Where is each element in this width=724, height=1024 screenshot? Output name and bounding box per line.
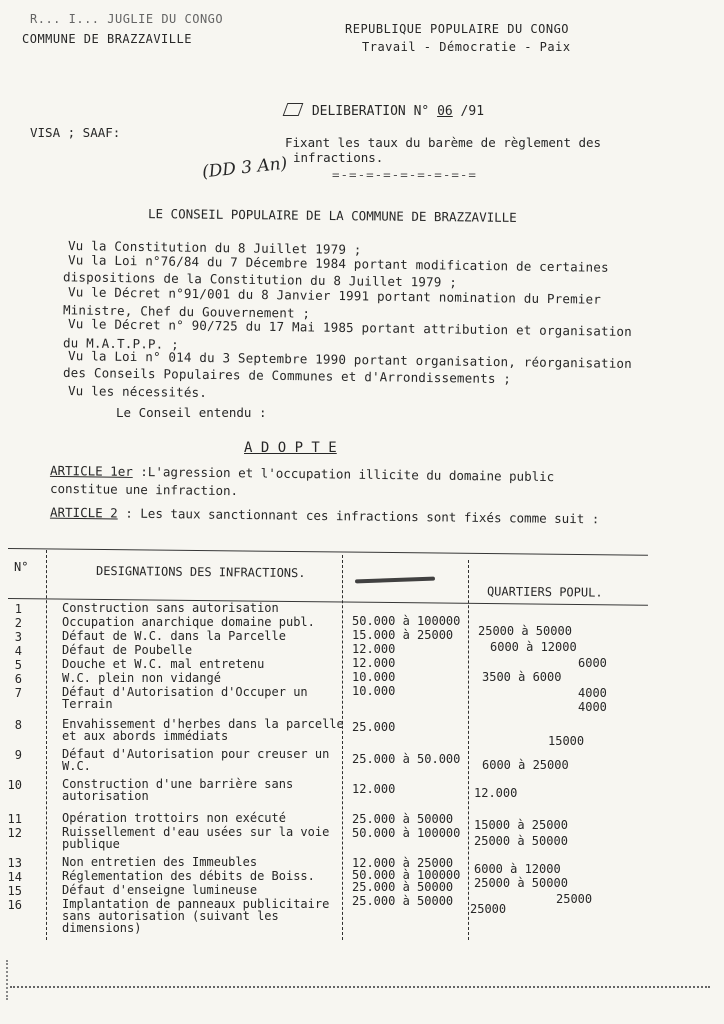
row-rate-quartiers: 4000	[578, 700, 607, 714]
row-number: 7	[14, 686, 22, 700]
visa-line-5: Ministre, Chef du Gouvernement ;	[62, 302, 311, 321]
row-designation: Construction d'une barrière sans autorisation	[62, 777, 294, 803]
visa-line-7: du M.A.T.P.P. ;	[62, 335, 179, 352]
adopte-heading: A D O P T E	[244, 440, 337, 456]
row-designation: Défaut de Poubelle	[62, 643, 193, 657]
row-rate-quartiers: 6000 à 12000	[490, 640, 577, 654]
handwritten-note: (DD 3 An)	[201, 153, 289, 183]
conseil-entendu: Le Conseil entendu :	[116, 405, 267, 420]
row-rate-col2: 25.000 à 50.000	[352, 752, 461, 766]
row-rate-quartiers: 6000 à 12000	[474, 862, 561, 876]
row-designation: Défaut d'enseigne lumineuse	[62, 883, 258, 897]
checkbox-marks-icon	[283, 103, 304, 116]
table-top-rule	[8, 548, 648, 556]
row-designation: Opération trottoirs non exécuté	[62, 811, 286, 825]
header-left-line2: COMMUNE DE BRAZZAVILLE	[22, 32, 192, 46]
row-number: 9	[14, 748, 22, 762]
row-rate-col2: 15.000 à 25000	[352, 628, 454, 642]
row-rate-quartiers: 6000 à 25000	[482, 758, 569, 772]
row-rate-quartiers: 6000	[578, 656, 607, 670]
row-rate-col2: 10.000	[352, 670, 396, 684]
left-edge-marks	[6, 960, 16, 1000]
row-rate-col2: 25.000 à 50000	[352, 812, 454, 826]
row-number: 3	[14, 630, 22, 644]
header-right-line2: Travail - Démocratie - Paix	[362, 40, 571, 54]
row-number: 8	[14, 718, 22, 732]
deliberation-prefix: DELIBERATION N°	[311, 104, 430, 119]
row-rate-quartiers: 25000	[556, 892, 593, 906]
visa-line-1: Vu la Constitution du 8 Juillet 1979 ;	[67, 237, 362, 258]
row-rate-quartiers: 15000 à 25000	[474, 818, 568, 832]
visa-line-9: des Conseils Populaires de Communes et d'Arrondissements ;	[62, 364, 512, 387]
row-designation: Implantation de panneaux publicitaire sans autorisation (suivant les dimensions)	[62, 897, 330, 935]
col-divider-3	[468, 560, 469, 940]
row-designation: W.C. plein non vidangé	[62, 671, 221, 685]
row-rate-col2: 25.000 à 50000	[352, 894, 454, 908]
visa-line-3: dispositions de la Constitution du 8 Juillet 1979 ;	[62, 269, 458, 290]
header-left-line1: R... I... JUGLIE DU CONGO	[30, 12, 224, 26]
row-rate-col2: 50.000 à 100000	[352, 614, 461, 628]
article2-text: : Les taux sanctionnant ces infractions sont fixés comme suit :	[125, 505, 600, 527]
visa-line-6: Vu le Décret n° 90/725 du 17 Mai 1985 portant attribution et organisation	[67, 316, 633, 339]
row-designation: Défaut d'Autorisation pour creuser un W.C.	[62, 747, 330, 773]
row-number: 4	[14, 644, 22, 658]
row-number: 12	[7, 826, 22, 840]
row-rate-quartiers: 15000	[548, 734, 585, 748]
header-designation: DESIGNATIONS DES INFRACTIONS.	[95, 563, 306, 581]
deliberation-title	[285, 103, 484, 119]
visa-line-8: Vu la Loi n° 014 du 3 Septembre 1990 portant organisation, réorganisation	[67, 348, 633, 371]
row-rate-col2: 50.000 à 100000	[352, 826, 461, 840]
row-rate-col2: 12.000	[352, 656, 396, 670]
header-num: N°	[14, 560, 29, 574]
row-rate-quartiers: 25000 à 50000	[474, 834, 568, 848]
row-rate-col2: 12.000	[352, 782, 396, 796]
article2-label: ARTICLE 2	[49, 504, 118, 521]
row-designation: Réglementation des débits de Boiss.	[62, 869, 315, 883]
row-rate-quartiers: 25000 à 50000	[474, 876, 568, 890]
subject-line1: Fixant les taux du barème de règlement des	[285, 135, 602, 150]
row-rate-quartiers: 4000	[578, 686, 607, 700]
row-designation: Occupation anarchique domaine publ.	[62, 615, 315, 629]
subject-underline: =-=-=-=-=-=-=-=-=	[332, 167, 477, 182]
deliberation-year: /91	[460, 104, 485, 119]
row-rate-quartiers: 12.000	[474, 786, 518, 800]
header-col3: QUARTIERS POPUL.	[486, 584, 603, 600]
article1-label: ARTICLE 1er	[49, 462, 133, 479]
row-rate-col2: 25.000 à 50000	[352, 880, 454, 894]
council-heading: LE CONSEIL POPULAIRE DE LA COMMUNE DE BRAZZAVILLE	[147, 206, 517, 225]
row-rate-quartiers: 25000	[470, 902, 507, 916]
article2	[50, 505, 600, 527]
subject-line2: infractions.	[293, 150, 384, 165]
row-number: 6	[14, 672, 22, 686]
row-number: 10	[7, 778, 22, 792]
row-rate-col2: 12.000	[352, 642, 396, 656]
row-designation: Ruissellement d'eau usées sur la voie publique	[62, 825, 330, 851]
col-divider-1	[46, 550, 47, 940]
row-number: 13	[7, 856, 22, 870]
header-col2-scratched	[355, 577, 435, 584]
visa-line-2: Vu la Loi n°76/84 du 7 Décembre 1984 portant modification de certaines	[67, 252, 609, 275]
row-rate-quartiers: 3500 à 6000	[482, 670, 562, 684]
visa-label: VISA ; SAAF:	[30, 125, 121, 140]
row-rate-col2: 25.000	[352, 720, 396, 734]
row-designation: Défaut de W.C. dans la Parcelle	[62, 629, 286, 643]
row-designation: Construction sans autorisation	[62, 601, 279, 615]
row-rate-col2: 12.000 à 25000	[352, 856, 454, 870]
row-number: 2	[14, 616, 22, 630]
row-number: 15	[7, 884, 22, 898]
article1-text-line2: constitue une infraction.	[49, 480, 239, 499]
visa-line-10: Vu les nécessités.	[67, 383, 208, 400]
header-right-line1: REPUBLIQUE POPULAIRE DU CONGO	[345, 22, 570, 36]
row-number: 14	[7, 870, 22, 884]
row-rate-col2: 50.000 à 100000	[352, 868, 461, 882]
row-designation: Défaut d'Autorisation d'Occuper un Terrain	[62, 685, 308, 711]
row-number: 11	[7, 812, 22, 826]
row-number: 1	[14, 602, 22, 616]
deliberation-number: 06	[437, 104, 453, 119]
visa-line-4: Vu le Décret n°91/001 du 8 Janvier 1991 portant nomination du Premier	[67, 284, 602, 307]
row-rate-quartiers: 25000 à 50000	[478, 624, 572, 638]
article1-text-line1: :L'agression et l'occupation illicite du domaine public	[140, 464, 555, 485]
row-rate-col2: 10.000	[352, 684, 396, 698]
bottom-edge-marks	[10, 986, 710, 988]
row-designation: Envahissement d'herbes dans la parcelle et aux abords immédiats	[62, 717, 344, 743]
row-designation: Douche et W.C. mal entretenu	[62, 657, 265, 671]
row-designation: Non entretien des Immeubles	[62, 855, 258, 869]
row-number: 16	[7, 898, 22, 912]
row-number: 5	[14, 658, 22, 672]
